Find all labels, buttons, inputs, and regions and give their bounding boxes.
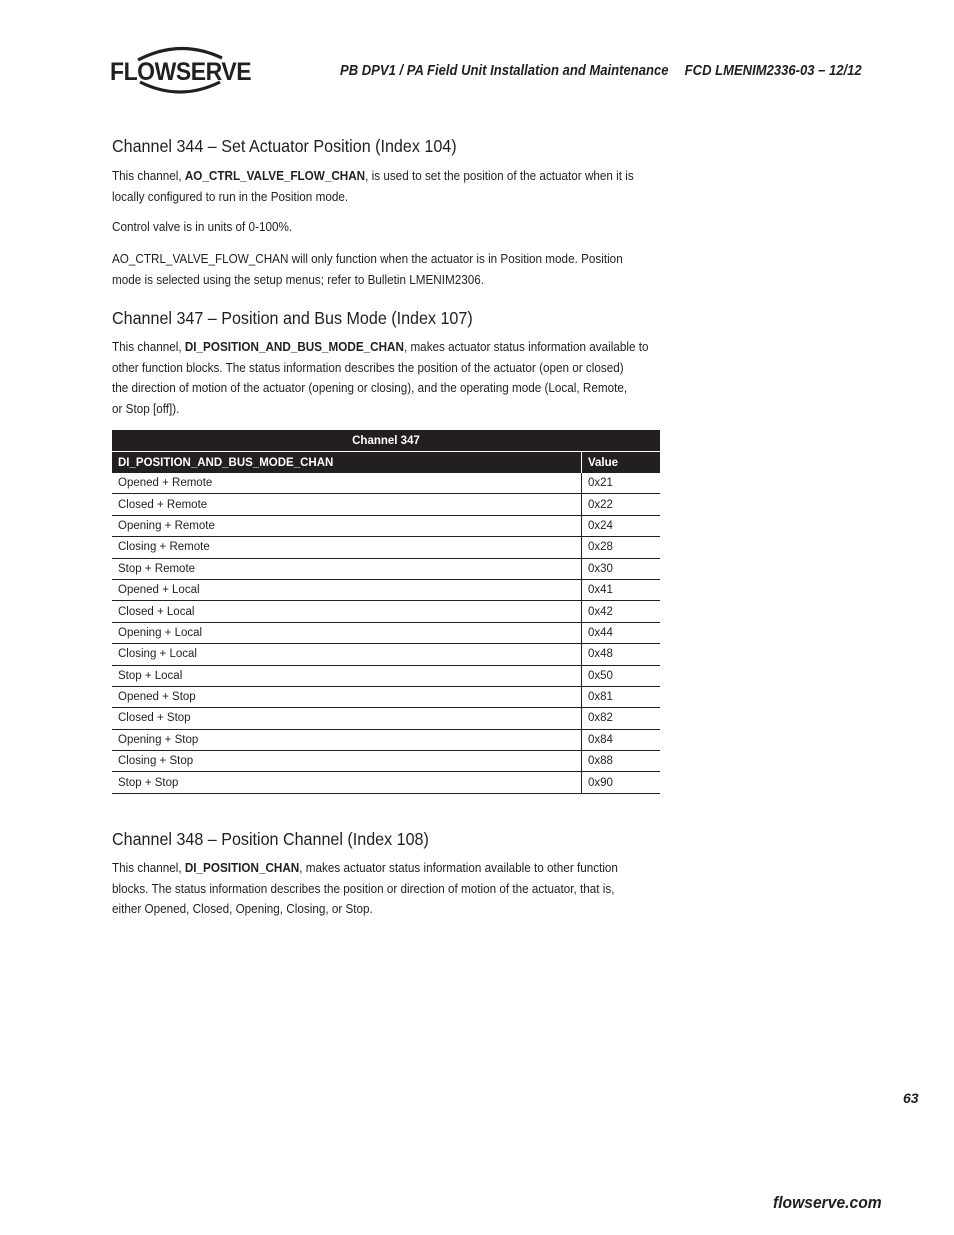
mode-cell: Closing + Stop	[112, 751, 582, 772]
channel-name-bold: DI_POSITION_CHAN	[184, 860, 300, 875]
column-header-mode: DI_POSITION_AND_BUS_MODE_CHAN	[112, 452, 582, 474]
value-cell: 0x84	[582, 729, 661, 750]
text-span: the direction of motion of the actuator (opening or closing), and the operating mode (Local, Remote,	[112, 380, 628, 395]
table-row	[112, 558, 660, 579]
channel-name-bold: AO_CTRL_VALVE_FLOW_CHAN	[184, 168, 366, 183]
table-body	[112, 473, 660, 793]
text-span: other function blocks. The status information describes the position of the actuator (open or closed)	[112, 359, 624, 375]
mode-cell: Opened + Remote	[112, 473, 582, 494]
mode-cell: Stop + Local	[112, 665, 582, 686]
logo-text: FLOWSERVE	[110, 58, 252, 86]
paragraph-channel-344-mode	[112, 249, 652, 290]
mode-cell: Closing + Remote	[112, 537, 582, 558]
mode-cell: Opening + Stop	[112, 729, 582, 750]
text-span: This channel,	[112, 168, 185, 183]
value-cell: 0x90	[582, 772, 661, 793]
text-span: locally configured to run in the Position mode.	[112, 188, 349, 204]
text-span: blocks. The status information describes the position or direction of motion of the actuator, that is,	[112, 880, 615, 896]
value-cell: 0x24	[582, 515, 661, 536]
mode-cell: Closed + Local	[112, 601, 582, 622]
mode-cell: Opening + Local	[112, 622, 582, 643]
text-span: , makes actuator status information available to other function	[299, 860, 618, 875]
mode-cell: Opened + Local	[112, 579, 582, 600]
section-heading-channel-344: Channel 344 – Set Actuator Position (Index 104)	[112, 136, 457, 156]
value-cell: 0x42	[582, 601, 661, 622]
paragraph-channel-344-units: Control valve is in units of 0-100%.	[112, 219, 293, 234]
text-span: or Stop [off]).	[112, 400, 180, 416]
text-span: , makes actuator status information available to	[403, 339, 649, 354]
table-row	[112, 622, 660, 643]
document-title: PB DPV1 / PA Field Unit Installation and Maintenance	[340, 63, 669, 79]
document-code: FCD LMENIM2336-03 – 12/12	[684, 63, 862, 79]
text-span: This channel,	[112, 860, 185, 875]
mode-cell: Closing + Local	[112, 644, 582, 665]
table-row	[112, 708, 660, 729]
paragraph-channel-348-intro	[112, 858, 652, 920]
table-row	[112, 601, 660, 622]
table-row	[112, 729, 660, 750]
table-row	[112, 537, 660, 558]
section-heading-channel-348: Channel 348 – Position Channel (Index 108)	[112, 829, 429, 849]
table-row	[112, 644, 660, 665]
channel-name-bold: DI_POSITION_AND_BUS_MODE_CHAN	[184, 339, 404, 354]
flowserve-logo	[110, 40, 250, 96]
paragraph-channel-347-intro	[112, 337, 652, 419]
table-row	[112, 494, 660, 515]
value-cell: 0x41	[582, 579, 661, 600]
mode-cell: Stop + Stop	[112, 772, 582, 793]
table-row	[112, 751, 660, 772]
document-header	[340, 63, 862, 79]
mode-cell: Closed + Remote	[112, 494, 582, 515]
table-row	[112, 665, 660, 686]
value-cell: 0x88	[582, 751, 661, 772]
mode-cell: Stop + Remote	[112, 558, 582, 579]
paragraph-channel-344-intro	[112, 166, 652, 207]
table-row	[112, 772, 660, 793]
value-cell: 0x82	[582, 708, 661, 729]
column-header-value: Value	[582, 452, 661, 474]
value-cell: 0x48	[582, 644, 661, 665]
value-cell: 0x30	[582, 558, 661, 579]
footer-website: flowserve.com	[773, 1193, 882, 1212]
value-cell: 0x50	[582, 665, 661, 686]
text-span: either Opened, Closed, Opening, Closing, or Stop.	[112, 901, 373, 916]
mode-cell: Opened + Stop	[112, 686, 582, 707]
text-span: mode is selected using the setup menus; refer to Bulletin LMENIM2306.	[112, 271, 484, 287]
mode-cell: Opening + Remote	[112, 515, 582, 536]
page-number: 63	[903, 1090, 919, 1106]
table-row	[112, 686, 660, 707]
value-cell: 0x28	[582, 537, 661, 558]
text-span: This channel,	[112, 339, 185, 354]
table-row	[112, 579, 660, 600]
table-row	[112, 473, 660, 494]
table-row	[112, 515, 660, 536]
value-cell: 0x22	[582, 494, 661, 515]
value-cell: 0x21	[582, 473, 661, 494]
text-span: , is used to set the position of the actuator when it is	[365, 168, 634, 183]
value-cell: 0x81	[582, 686, 661, 707]
table-caption: Channel 347	[112, 430, 660, 452]
value-cell: 0x44	[582, 622, 661, 643]
section-heading-channel-347: Channel 347 – Position and Bus Mode (Index 107)	[112, 308, 473, 328]
mode-cell: Closed + Stop	[112, 708, 582, 729]
channel-347-table	[112, 430, 660, 794]
text-span: AO_CTRL_VALVE_FLOW_CHAN will only function when the actuator is in Position mode. Position	[112, 251, 623, 266]
